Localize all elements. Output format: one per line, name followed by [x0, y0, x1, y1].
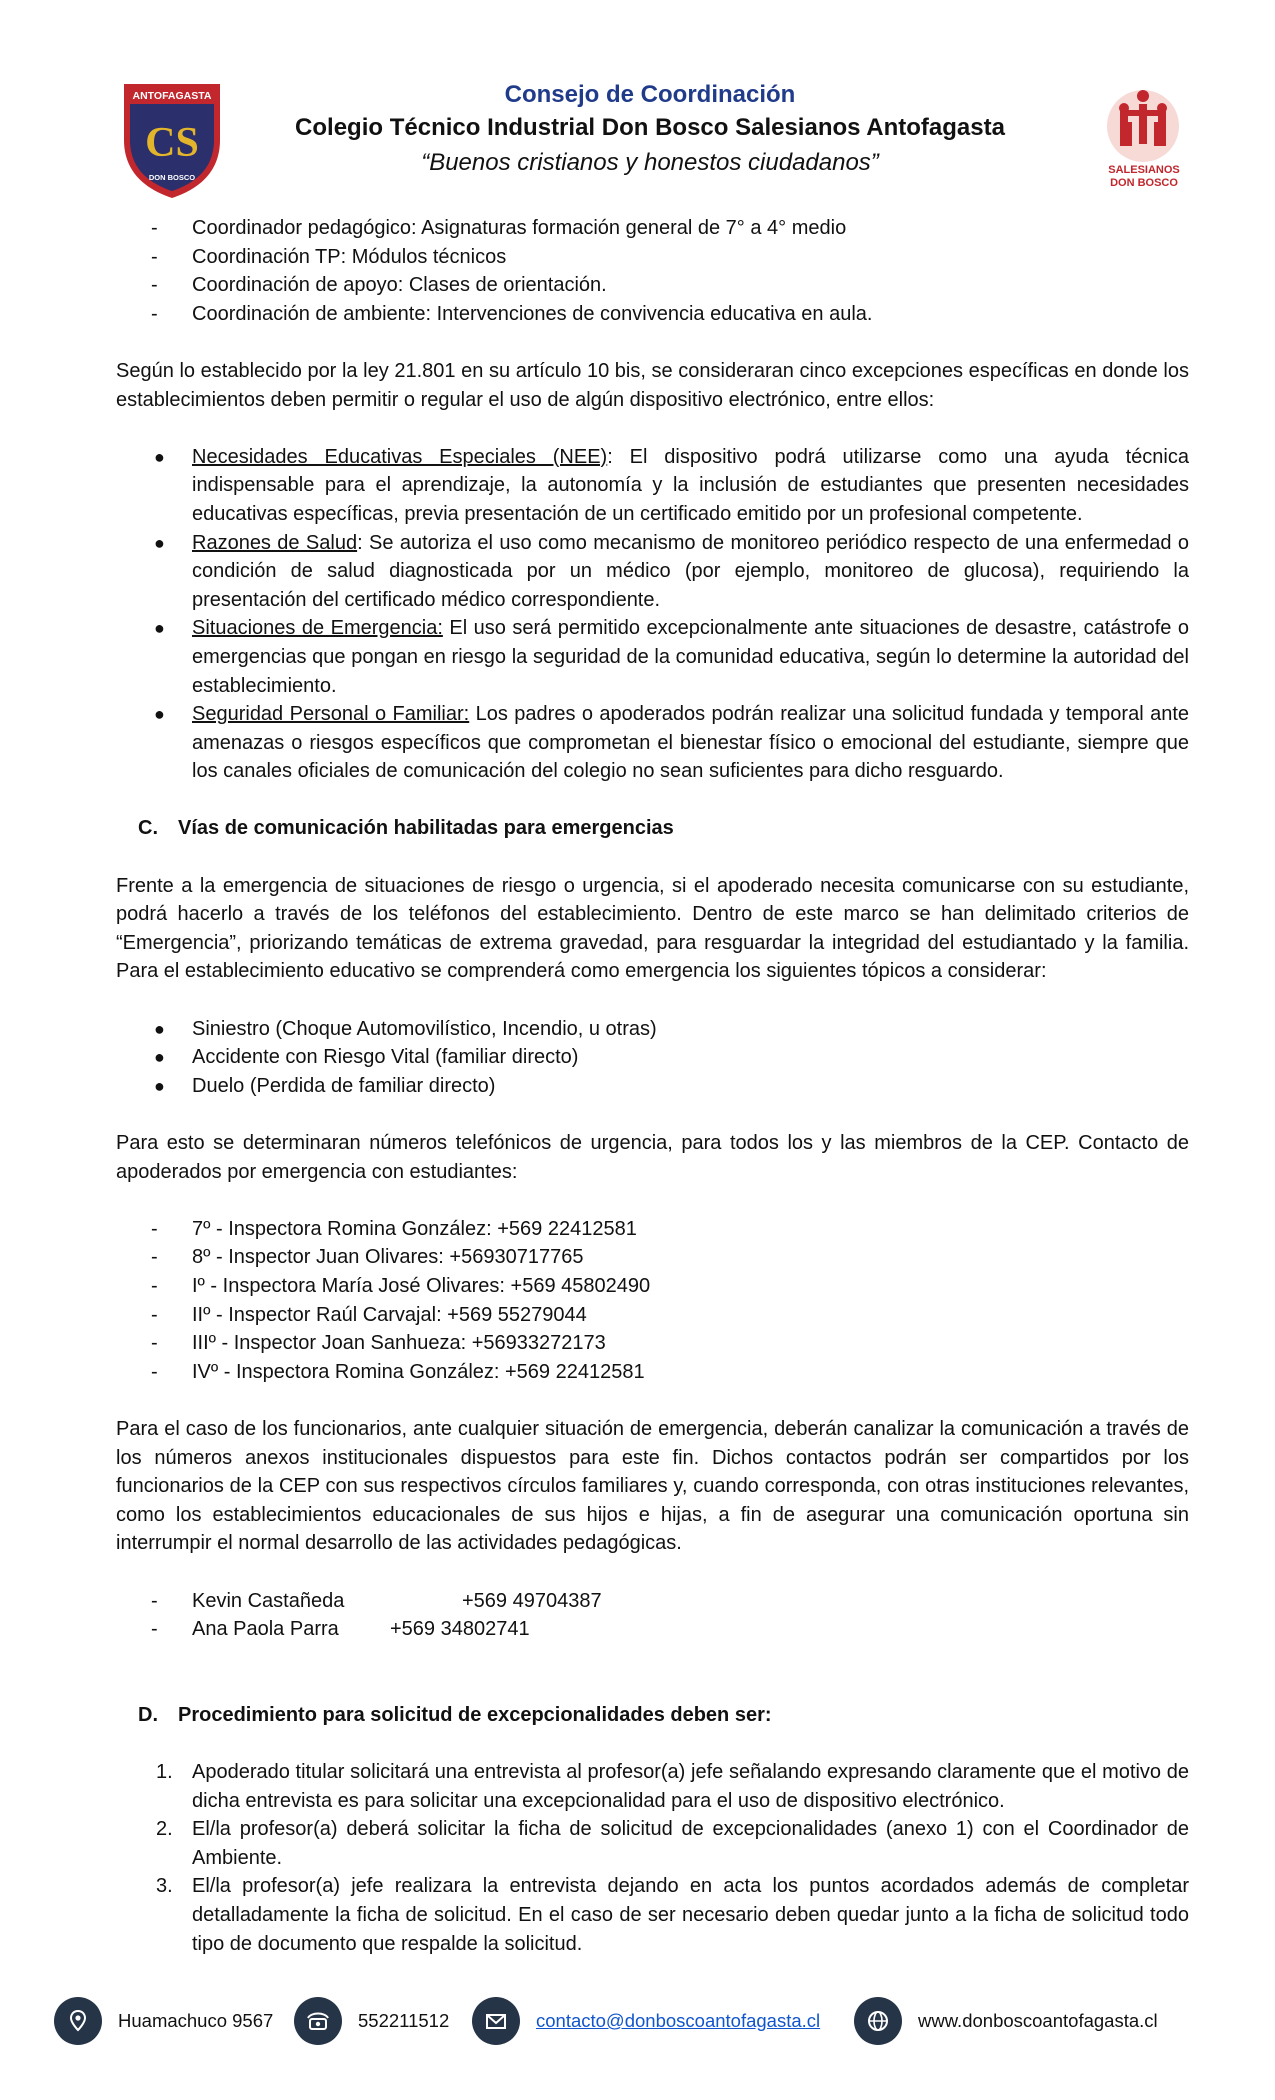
staff-contact-list — [116, 1587, 1189, 1644]
staff-name: Ana Paola Parra — [192, 1618, 339, 1641]
list-item: - Coordinación de apoyo: Clases de orientación. — [151, 274, 607, 297]
mail-icon — [472, 1997, 520, 2045]
list-item: - IVº - Inspectora Romina González: +569 22412581 — [151, 1360, 645, 1383]
section-title: Procedimiento para solicitud de excepcionalidades deben ser: — [178, 1703, 772, 1726]
list-item: - Ana Paola Parra +569 34802741 — [116, 1615, 1189, 1644]
school-motto: “Buenos cristianos y honestos ciudadanos” — [421, 149, 879, 176]
exception-title: Necesidades Educativas Especiales (NEE) — [192, 445, 608, 468]
coordination-text: Coordinación de ambiente: Intervenciones de convivencia educativa en aula. — [192, 302, 873, 325]
list-item: 1. Apoderado titular solicitará una entrevista al profesor(a) jefe señalando expresando claramente que el motivo de dicha entrevista es para solicitar una excepcionalidad para el uso de dispositivo electrónico. — [156, 1761, 1189, 1812]
procedure-step: Apoderado titular solicitará una entrevista al profesor(a) jefe señalando expresando claramente que el motivo de dicha entrevista es para solicitar una excepcionalidad para el uso de dispositivo electrónico. — [192, 1761, 1189, 1812]
address-text: Huamachuco 9567 — [118, 2010, 274, 2031]
list-item: - IIº - Inspector Raúl Carvajal: +569 55279044 — [151, 1303, 587, 1326]
footer-email[interactable] — [472, 1995, 820, 2047]
footer-address — [54, 1995, 273, 2047]
emergency-topics-list — [116, 1015, 1189, 1101]
exception-title: Seguridad Personal o Familiar: — [192, 703, 470, 726]
exception-text: El uso será permitido excepcionalmente ante situaciones de desastre, catástrofe o emergencias que pongan en riesgo la seguridad de la comunidad educativa, según lo determine la autoridad del establecimiento. — [192, 617, 1189, 697]
list-item: - 8º - Inspector Juan Olivares: +56930717765 — [151, 1246, 584, 1269]
website-text[interactable]: www.donboscoantofagasta.cl — [918, 2010, 1158, 2031]
inspector-contact: IIº - Inspector Raúl Carvajal: +569 55279044 — [192, 1303, 587, 1326]
list-item: - Iº - Inspectora María José Olivares: +569 45802490 — [151, 1274, 651, 1297]
exception-text: : El dispositivo podrá utilizarse como una ayuda técnica indispensable para el aprendizaje, la autonomía y la inclusión de estudiantes que presenten necesidades educativas específicas, previa presentación de un certificado emitido por un profesional competente. — [192, 445, 1189, 525]
staff-paragraph: Para el caso de los funcionarios, ante cualquier situación de emergencia, deberán canalizar la comunicación a través de los números anexos institucionales dispuestos para este fin. Dichos contactos podrán ser compartidos por los funcionarios de la CEP con sus respectivos círculos familiares y, cuando corresponda, con otras instituciones relevantes, como los establecimientos educacionales de sus hijos e hijas, a fin de asegurar una comunicación oportuna sin interrumpir el normal desarrollo de las actividades pedagógicas. — [116, 1417, 1189, 1555]
exception-item: ● Razones de Salud: Se autoriza el uso como mecanismo de monitoreo periódico respecto de una enfermedad o condición de salud diagnosticada por un médico (por ejemplo, monitoreo de glucosa), requiriendo la presentación del certificado médico correspondiente. — [154, 531, 1190, 611]
logo-monogram: CS — [145, 120, 199, 166]
list-item: ● Duelo (Perdida de familiar directo) — [154, 1074, 496, 1097]
header-titles — [260, 80, 1040, 180]
inspector-contact: IIIº - Inspector Joan Sanhueza: +56933272173 — [192, 1332, 606, 1355]
exception-title: Situaciones de Emergencia: — [192, 617, 443, 640]
logo-top-text: ANTOFAGASTA — [132, 90, 212, 102]
list-item: 3. El/la profesor(a) jefe realizara la entrevista dejando en acta los puntos acordados además de completar detalladamente la ficha de solicitud. En el caso de ser necesario deben quedar junto a la ficha de solicitud todo tipo de documento que respalde la solicitud. — [156, 1875, 1189, 1955]
exception-item: ● Necesidades Educativas Especiales (NEE): El dispositivo podrá utilizarse como una ayuda técnica indispensable para el aprendizaje, la autonomía y la inclusión de estudiantes que presenten necesidades educativas específicas, previa presentación de un certificado emitido por un profesional competente. — [154, 445, 1189, 525]
emergency-topic: Siniestro (Choque Automovilístico, Incendio, u otras) — [192, 1017, 657, 1040]
exception-title: Razones de Salud — [192, 531, 358, 554]
footer-phone — [294, 1995, 449, 2047]
section-letter: D. — [138, 1703, 158, 1726]
staff-name: Kevin Castañeda — [192, 1589, 345, 1612]
inspector-contact: Iº - Inspectora María José Olivares: +569 45802490 — [192, 1274, 651, 1297]
footer — [54, 1995, 1224, 2051]
coordination-text: Coordinación de apoyo: Clases de orientación. — [192, 274, 607, 297]
school-shield-logo — [116, 78, 228, 200]
logo-right-line-2: DON BOSCO — [1110, 177, 1178, 189]
list-item: 2. El/la profesor(a) deberá solicitar la ficha de solicitud de excepcionalidades (anexo 1) con el Coordinador de Ambiente. — [156, 1818, 1189, 1869]
school-name: Colegio Técnico Industrial Don Bosco Salesianos Antofagasta — [295, 114, 1005, 141]
telephone-icon — [294, 1997, 342, 2045]
exception-text: Los padres o apoderados podrán realizar una solicitud fundada y temporal ante amenazas o riesgos específicos que comprometan el bienestar físico o emocional del estudiante, siempre que los canales oficiales de comunicación del colegio no sean suficientes para dicho resguardo. — [192, 703, 1189, 783]
inspector-contact: IVº - Inspectora Romina González: +569 22412581 — [192, 1360, 645, 1383]
section-letter: C. — [138, 817, 158, 840]
location-icon — [54, 1997, 102, 2045]
letterhead — [0, 72, 1275, 202]
law-paragraph: Según lo establecido por la ley 21.801 en su artículo 10 bis, se consideraran cinco excepciones específicas en donde los establecimientos deben permitir o regular el uso de algún dispositivo electrónico, entre ellos: — [116, 359, 1189, 411]
list-item: ● Accidente con Riesgo Vital (familiar directo) — [154, 1046, 579, 1069]
globe-icon — [854, 1997, 902, 2045]
emergency-topic: Duelo (Perdida de familiar directo) — [192, 1074, 496, 1097]
section-d-heading — [116, 1701, 1189, 1730]
council-title: Consejo de Coordinación — [504, 81, 796, 108]
phones-intro: Para esto se determinaran números telefónicos de urgencia, para todos los y las miembros de la CEP. Contacto de apoderados por emergencia con estudiantes: — [116, 1132, 1189, 1183]
inspector-contact: 8º - Inspector Juan Olivares: +56930717765 — [192, 1246, 584, 1269]
staff-phone: +569 34802741 — [390, 1618, 530, 1641]
logo-bottom-text: DON BOSCO — [148, 173, 196, 182]
inspector-contact-list — [116, 1215, 1189, 1387]
emergency-topic: Accidente con Riesgo Vital (familiar directo) — [192, 1046, 579, 1069]
list-item: - Coordinador pedagógico: Asignaturas formación general de 7° a 4° medio — [151, 217, 847, 239]
emergency-paragraph: Frente a la emergencia de situaciones de riesgo o urgencia, si el apoderado necesita comunicarse con su estudiante, podrá hacerlo a través de los teléfonos del establecimiento. Dentro de este marco se han delimitado criterios de “Emergencia”, priorizando temáticas de extrema gravedad, para resguardar la integridad del estudiantado y la familia. Para el establecimiento educativo se comprenderá como emergencia los siguientes tópicos a considerar: — [116, 874, 1189, 983]
exception-item: ● Seguridad Personal o Familiar: Los padres o apoderados podrán realizar una solicitud fundada y temporal ante amenazas o riesgos específicos que comprometan el bienestar físico o emocional del estudiante, siempre que los canales oficiales de comunicación del colegio no sean suficientes para dicho resguardo. — [154, 703, 1189, 783]
list-item: ● Siniestro (Choque Automovilístico, Incendio, u otras) — [154, 1017, 657, 1040]
salesianos-logo-text — [1090, 164, 1198, 190]
exceptions-list — [116, 443, 1189, 786]
coordination-text: Coordinación TP: Módulos técnicos — [192, 245, 507, 268]
procedure-step: El/la profesor(a) jefe realizara la entrevista dejando en acta los puntos acordados además de completar detalladamente la ficha de solicitud. En el caso de ser necesario deben quedar junto a la ficha de solicitud todo tipo de documento que respalde la solicitud. — [192, 1875, 1189, 1955]
footer-website[interactable] — [854, 1995, 1158, 2047]
list-item: - Coordinación TP: Módulos técnicos — [151, 245, 507, 268]
phone-text: 552211512 — [358, 2010, 450, 2031]
exception-item: ● Situaciones de Emergencia: El uso será permitido excepcionalmente ante situaciones de desastre, catástrofe o emergencias que pongan en riesgo la seguridad de la comunidad educativa, según lo determine la autoridad del establecimiento. — [154, 617, 1189, 697]
list-item: - IIIº - Inspector Joan Sanhueza: +56933272173 — [151, 1332, 606, 1355]
procedure-step: El/la profesor(a) deberá solicitar la ficha de solicitud de excepcionalidades (anexo 1) con el Coordinador de Ambiente. — [192, 1818, 1189, 1869]
coordination-text: Coordinador pedagógico: Asignaturas formación general de 7° a 4° medio — [192, 217, 847, 239]
procedure-steps-list — [116, 1758, 1189, 1958]
section-title: Vías de comunicación habilitadas para emergencias — [178, 817, 674, 840]
list-item: - Kevin Castañeda +569 49704387 — [116, 1587, 1189, 1616]
exception-text: : Se autoriza el uso como mecanismo de monitoreo periódico respecto de una enfermedad o condición de salud diagnosticada por un médico (por ejemplo, monitoreo de glucosa), requiriendo la presentación del certificado médico correspondiente. — [192, 531, 1190, 611]
coordination-list — [116, 214, 1189, 328]
inspector-contact: 7º - Inspectora Romina González: +569 22412581 — [192, 1217, 637, 1240]
staff-phone: +569 49704387 — [462, 1589, 602, 1612]
section-c-heading — [116, 814, 1189, 843]
email-link[interactable]: contacto@donboscoantofagasta.cl — [536, 2010, 821, 2031]
logo-right-line-1: SALESIANOS — [1108, 164, 1180, 176]
list-item: - 7º - Inspectora Romina González: +569 22412581 — [151, 1217, 637, 1240]
list-item: - Coordinación de ambiente: Intervenciones de convivencia educativa en aula. — [151, 302, 873, 325]
document-body — [116, 214, 1189, 1958]
